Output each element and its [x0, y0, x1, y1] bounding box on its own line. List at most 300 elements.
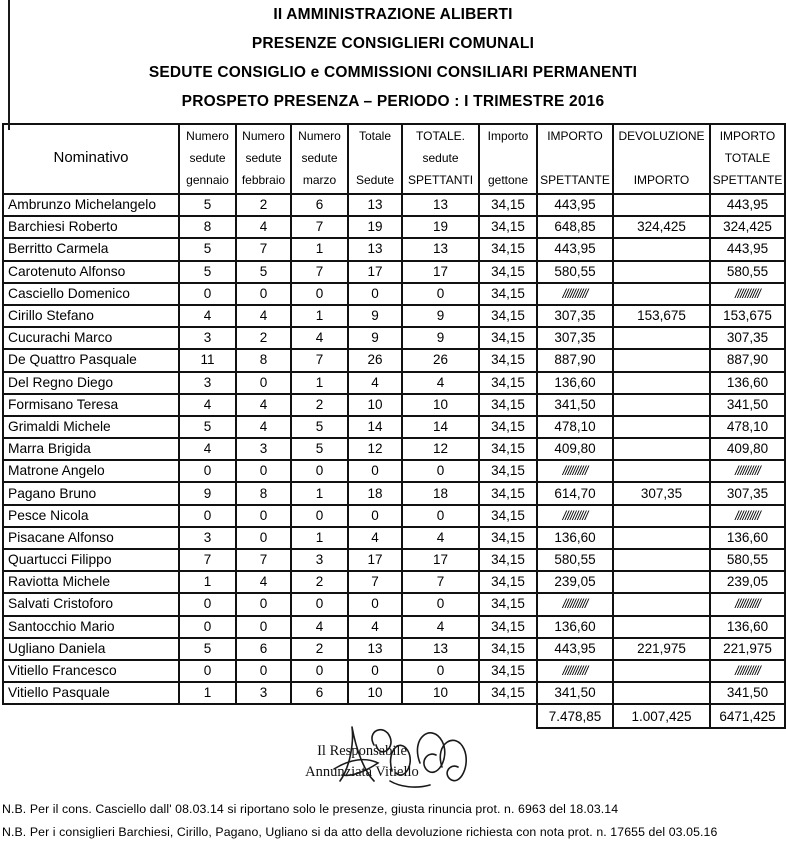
column-header-line: Nominativo: [53, 149, 129, 166]
cell-gennaio: 7: [179, 549, 236, 571]
footnote-casciello: N.B. Per il cons. Casciello dall' 08.03.14 si riportano solo le presenze, giusta rinuncia prot. n. 6963 del 18.03.14: [2, 802, 619, 817]
cell-gennaio: 1: [179, 571, 236, 593]
cell-imp-totale: 136,60: [710, 527, 785, 549]
cell-imp-totale: 239,05: [710, 571, 785, 593]
cell-name: Marra Brigida: [3, 438, 179, 460]
cell-febbraio: 8: [236, 349, 291, 371]
signature-name: Annunziata Vitiello: [305, 764, 419, 781]
cell-imp-spettante: 580,55: [537, 549, 613, 571]
cell-imp-totale: 409,80: [710, 438, 785, 460]
column-header-line: febbraio: [241, 173, 286, 187]
cell-imp-totale: 887,90: [710, 349, 785, 371]
table-row: [3, 460, 785, 482]
cell-gennaio: 0: [179, 460, 236, 482]
cell-imp-spettante: //////////: [537, 660, 613, 682]
document-header: [0, 0, 786, 110]
cell-marzo: 2: [291, 394, 348, 416]
cell-gettone: 34,15: [479, 327, 537, 349]
column-header-febbraio: [236, 124, 291, 194]
cell-imp-spettante: //////////: [537, 593, 613, 615]
table-body: [3, 194, 785, 704]
cell-tot-spettanti: 4: [402, 616, 479, 638]
cell-totale: 19: [348, 216, 402, 238]
cell-marzo: 1: [291, 238, 348, 260]
cell-tot-spettanti: 0: [402, 660, 479, 682]
cell-gennaio: 5: [179, 261, 236, 283]
cell-name: Quartucci Filippo: [3, 549, 179, 571]
cell-marzo: 5: [291, 438, 348, 460]
cell-name: Del Regno Diego: [3, 372, 179, 394]
page-edge-scan-line: [8, 0, 10, 130]
cell-gennaio: 3: [179, 372, 236, 394]
table-row: [3, 638, 785, 660]
cell-name: Cirillo Stefano: [3, 305, 179, 327]
cell-febbraio: 4: [236, 571, 291, 593]
cell-tot-spettanti: 0: [402, 593, 479, 615]
table-row: [3, 616, 785, 638]
cell-name: Santocchio Mario: [3, 616, 179, 638]
cell-gettone: 34,15: [479, 682, 537, 704]
cell-name: Casciello Domenico: [3, 283, 179, 305]
column-header-line: IMPORTO: [719, 129, 776, 143]
cell-marzo: 1: [291, 482, 348, 504]
cell-imp-spettante: 409,80: [537, 438, 613, 460]
column-header-line: Sedute: [355, 173, 395, 187]
cell-totale: 26: [348, 349, 402, 371]
cell-tot-spettanti: 14: [402, 416, 479, 438]
cell-imp-spettante: 136,60: [537, 527, 613, 549]
cell-totale: 13: [348, 638, 402, 660]
cell-name: Grimaldi Michele: [3, 416, 179, 438]
cell-febbraio: 0: [236, 616, 291, 638]
cell-gennaio: 1: [179, 682, 236, 704]
cell-marzo: 4: [291, 327, 348, 349]
cell-name: Vitiello Francesco: [3, 660, 179, 682]
cell-febbraio: 0: [236, 527, 291, 549]
cell-gettone: 34,15: [479, 482, 537, 504]
cell-imp-totale: 153,675: [710, 305, 785, 327]
column-header-imp-spettante: [537, 124, 613, 194]
cell-imp-totale: //////////: [710, 460, 785, 482]
cell-imp-spettante: 136,60: [537, 372, 613, 394]
cell-febbraio: 4: [236, 216, 291, 238]
cell-gennaio: 5: [179, 638, 236, 660]
cell-febbraio: 0: [236, 593, 291, 615]
column-header-imp-totale: [710, 124, 785, 194]
cell-totale: 4: [348, 372, 402, 394]
cell-febbraio: 0: [236, 460, 291, 482]
cell-gettone: 34,15: [479, 438, 537, 460]
column-header-line: Totale: [358, 129, 392, 143]
cell-devoluzione: [613, 194, 710, 216]
cell-gennaio: 4: [179, 438, 236, 460]
cell-gennaio: 0: [179, 616, 236, 638]
table-row: [3, 305, 785, 327]
cell-devoluzione: 221,975: [613, 638, 710, 660]
cell-febbraio: 4: [236, 394, 291, 416]
cell-name: Formisano Teresa: [3, 394, 179, 416]
cell-imp-spettante: //////////: [537, 460, 613, 482]
cell-tot-spettanti: 0: [402, 505, 479, 527]
cell-marzo: 7: [291, 261, 348, 283]
cell-gennaio: 5: [179, 238, 236, 260]
cell-devoluzione: [613, 549, 710, 571]
cell-totale: 12: [348, 438, 402, 460]
cell-totale: 18: [348, 482, 402, 504]
column-header-line: gettone: [487, 173, 529, 187]
cell-febbraio: 8: [236, 482, 291, 504]
cell-imp-spettante: 239,05: [537, 571, 613, 593]
cell-totale: 0: [348, 283, 402, 305]
cell-marzo: 4: [291, 616, 348, 638]
cell-devoluzione: [613, 505, 710, 527]
cell-tot-spettanti: 7: [402, 571, 479, 593]
cell-imp-spettante: //////////: [537, 505, 613, 527]
cell-marzo: 6: [291, 682, 348, 704]
cell-febbraio: 0: [236, 372, 291, 394]
cell-totale: 0: [348, 505, 402, 527]
cell-marzo: 0: [291, 283, 348, 305]
cell-gettone: 34,15: [479, 527, 537, 549]
column-header-gennaio: [179, 124, 236, 194]
cell-name: Matrone Angelo: [3, 460, 179, 482]
cell-name: Berritto Carmela: [3, 238, 179, 260]
column-header-line: TOTALE: [724, 151, 771, 165]
cell-totale: 17: [348, 261, 402, 283]
cell-imp-totale: 136,60: [710, 616, 785, 638]
cell-gennaio: 3: [179, 527, 236, 549]
cell-imp-totale: 580,55: [710, 261, 785, 283]
cell-totale: 9: [348, 327, 402, 349]
cell-totale: 17: [348, 549, 402, 571]
cell-gettone: 34,15: [479, 216, 537, 238]
cell-imp-spettante: 307,35: [537, 327, 613, 349]
cell-gennaio: 0: [179, 660, 236, 682]
cell-name: Cucurachi Marco: [3, 327, 179, 349]
cell-gettone: 34,15: [479, 194, 537, 216]
cell-marzo: 1: [291, 372, 348, 394]
cell-devoluzione: 307,35: [613, 482, 710, 504]
column-header-gettone: [479, 124, 537, 194]
cell-marzo: 0: [291, 460, 348, 482]
column-header-line: Numero: [242, 129, 285, 143]
cell-devoluzione: [613, 527, 710, 549]
cell-totale: 9: [348, 305, 402, 327]
cell-gennaio: 0: [179, 505, 236, 527]
cell-imp-spettante: 887,90: [537, 349, 613, 371]
table-row: [3, 216, 785, 238]
column-header-line: sedute: [245, 151, 282, 165]
cell-gettone: 34,15: [479, 261, 537, 283]
table-row: [3, 571, 785, 593]
cell-imp-totale: //////////: [710, 505, 785, 527]
cell-imp-spettante: 443,95: [537, 194, 613, 216]
cell-totale: 14: [348, 416, 402, 438]
cell-marzo: 0: [291, 660, 348, 682]
cell-marzo: 1: [291, 305, 348, 327]
column-header-line: TOTALE.: [416, 129, 465, 143]
column-header-devoluzione: [613, 124, 710, 194]
column-header-totale: [348, 124, 402, 194]
cell-devoluzione: [613, 394, 710, 416]
cell-febbraio: 3: [236, 682, 291, 704]
column-header-line: Numero: [298, 129, 341, 143]
table-row: [3, 327, 785, 349]
cell-totale: 7: [348, 571, 402, 593]
cell-gettone: 34,15: [479, 593, 537, 615]
cell-gettone: 34,15: [479, 660, 537, 682]
total-importo-totale: 6471,425: [710, 704, 785, 728]
cell-imp-totale: //////////: [710, 593, 785, 615]
cell-devoluzione: [613, 327, 710, 349]
table-row: [3, 682, 785, 704]
column-header-line: IMPORTO: [547, 129, 603, 143]
signature-role: Il Responsabile: [317, 743, 407, 760]
cell-gennaio: 0: [179, 283, 236, 305]
cell-imp-totale: 443,95: [710, 238, 785, 260]
cell-tot-spettanti: 4: [402, 527, 479, 549]
cell-imp-totale: 324,425: [710, 216, 785, 238]
cell-imp-totale: 478,10: [710, 416, 785, 438]
column-header-marzo: [291, 124, 348, 194]
table-row: [3, 372, 785, 394]
cell-tot-spettanti: 26: [402, 349, 479, 371]
column-header-line: IMPORTO: [633, 173, 690, 187]
cell-imp-totale: 580,55: [710, 549, 785, 571]
cell-name: Pagano Bruno: [3, 482, 179, 504]
column-header-line: sedute: [301, 151, 338, 165]
column-header-line: sedute: [422, 151, 459, 165]
title-sedute: SEDUTE CONSIGLIO e COMMISSIONI CONSILIARI PERMANENTI: [148, 64, 638, 81]
cell-marzo: 2: [291, 571, 348, 593]
column-header-tot-spettanti: [402, 124, 479, 194]
cell-imp-totale: //////////: [710, 660, 785, 682]
cell-imp-totale: //////////: [710, 283, 785, 305]
cell-tot-spettanti: 0: [402, 460, 479, 482]
cell-gettone: 34,15: [479, 616, 537, 638]
cell-totale: 0: [348, 593, 402, 615]
column-header-line: Importo: [487, 129, 529, 143]
cell-febbraio: 0: [236, 505, 291, 527]
cell-devoluzione: [613, 416, 710, 438]
table-row: [3, 349, 785, 371]
cell-gettone: 34,15: [479, 549, 537, 571]
cell-devoluzione: [613, 460, 710, 482]
cell-imp-totale: 341,50: [710, 682, 785, 704]
cell-imp-spettante: 341,50: [537, 682, 613, 704]
cell-name: De Quattro Pasquale: [3, 349, 179, 371]
cell-totale: 13: [348, 194, 402, 216]
cell-imp-totale: 307,35: [710, 482, 785, 504]
cell-totale: 4: [348, 527, 402, 549]
cell-gennaio: 5: [179, 194, 236, 216]
presence-table: [2, 123, 786, 729]
footnote-devoluzione: N.B. Per i consiglieri Barchiesi, Cirillo, Pagano, Ugliano si da atto della devoluzione richiesta con nota prot. n. 17655 del 03.05.16: [2, 825, 718, 840]
cell-devoluzione: [613, 438, 710, 460]
cell-devoluzione: [613, 616, 710, 638]
cell-marzo: 5: [291, 416, 348, 438]
title-presenze: PRESENZE CONSIGLIERI COMUNALI: [251, 35, 535, 52]
table-row: [3, 593, 785, 615]
cell-devoluzione: [613, 372, 710, 394]
cell-devoluzione: [613, 261, 710, 283]
column-header-line: SPETTANTE: [712, 173, 783, 187]
cell-devoluzione: [613, 660, 710, 682]
table-row: [3, 438, 785, 460]
cell-gennaio: 0: [179, 593, 236, 615]
cell-gennaio: 3: [179, 327, 236, 349]
cell-imp-totale: 221,975: [710, 638, 785, 660]
cell-imp-spettante: 307,35: [537, 305, 613, 327]
cell-gettone: 34,15: [479, 238, 537, 260]
cell-imp-spettante: 580,55: [537, 261, 613, 283]
cell-imp-totale: 136,60: [710, 372, 785, 394]
cell-name: Pisacane Alfonso: [3, 527, 179, 549]
cell-name: Barchiesi Roberto: [3, 216, 179, 238]
cell-tot-spettanti: 10: [402, 394, 479, 416]
table-row: [3, 238, 785, 260]
cell-totale: 0: [348, 460, 402, 482]
title-administration: II AMMINISTRAZIONE ALIBERTI: [273, 6, 513, 23]
cell-febbraio: 7: [236, 238, 291, 260]
cell-name: Raviotta Michele: [3, 571, 179, 593]
column-header-name: [3, 124, 179, 194]
cell-febbraio: 4: [236, 305, 291, 327]
cell-gennaio: 8: [179, 216, 236, 238]
cell-imp-totale: 307,35: [710, 327, 785, 349]
column-header-line: SPETTANTI: [407, 173, 474, 187]
cell-gettone: 34,15: [479, 571, 537, 593]
cell-tot-spettanti: 13: [402, 194, 479, 216]
cell-gennaio: 9: [179, 482, 236, 504]
cell-marzo: 1: [291, 527, 348, 549]
cell-gettone: 34,15: [479, 460, 537, 482]
column-header-line: SPETTANTE: [540, 173, 610, 187]
cell-tot-spettanti: 19: [402, 216, 479, 238]
cell-tot-spettanti: 17: [402, 261, 479, 283]
cell-name: Ambrunzo Michelangelo: [3, 194, 179, 216]
cell-marzo: 7: [291, 349, 348, 371]
column-header-line: gennaio: [186, 173, 229, 187]
cell-imp-spettante: 478,10: [537, 416, 613, 438]
cell-febbraio: 5: [236, 261, 291, 283]
cell-devoluzione: [613, 682, 710, 704]
cell-marzo: 7: [291, 216, 348, 238]
cell-tot-spettanti: 13: [402, 238, 479, 260]
cell-gennaio: 5: [179, 416, 236, 438]
cell-imp-spettante: 136,60: [537, 616, 613, 638]
table-row: [3, 416, 785, 438]
cell-tot-spettanti: 4: [402, 372, 479, 394]
cell-marzo: 6: [291, 194, 348, 216]
cell-febbraio: 2: [236, 327, 291, 349]
cell-imp-spettante: 443,95: [537, 238, 613, 260]
cell-gettone: 34,15: [479, 283, 537, 305]
cell-marzo: 0: [291, 505, 348, 527]
column-header-line: Numero: [186, 129, 229, 143]
cell-imp-totale: 443,95: [710, 194, 785, 216]
cell-devoluzione: 153,675: [613, 305, 710, 327]
cell-marzo: 2: [291, 638, 348, 660]
title-periodo: PROSPETO PRESENZA – PERIODO : I TRIMESTRE 2016: [181, 93, 605, 110]
total-importo-spettante: 7.478,85: [537, 704, 613, 728]
cell-imp-spettante: 341,50: [537, 394, 613, 416]
cell-imp-totale: 341,50: [710, 394, 785, 416]
cell-devoluzione: [613, 283, 710, 305]
signature-scribble: [330, 723, 470, 795]
footnotes: [2, 803, 786, 839]
cell-febbraio: 0: [236, 660, 291, 682]
cell-gennaio: 4: [179, 394, 236, 416]
cell-febbraio: 2: [236, 194, 291, 216]
cell-tot-spettanti: 9: [402, 327, 479, 349]
cell-marzo: 3: [291, 549, 348, 571]
cell-febbraio: 4: [236, 416, 291, 438]
cell-devoluzione: [613, 593, 710, 615]
cell-tot-spettanti: 12: [402, 438, 479, 460]
cell-name: Vitiello Pasquale: [3, 682, 179, 704]
cell-imp-spettante: 614,70: [537, 482, 613, 504]
cell-devoluzione: [613, 349, 710, 371]
cell-gennaio: 4: [179, 305, 236, 327]
table-row: [3, 527, 785, 549]
cell-tot-spettanti: 9: [402, 305, 479, 327]
table-row: [3, 505, 785, 527]
cell-gettone: 34,15: [479, 372, 537, 394]
total-devoluzione: 1.007,425: [613, 704, 710, 728]
column-header-line: DEVOLUZIONE: [618, 129, 705, 143]
column-header-line: sedute: [189, 151, 226, 165]
cell-febbraio: 6: [236, 638, 291, 660]
table-row: [3, 549, 785, 571]
cell-gettone: 34,15: [479, 416, 537, 438]
cell-gettone: 34,15: [479, 305, 537, 327]
column-header-line: marzo: [302, 173, 337, 187]
cell-febbraio: 3: [236, 438, 291, 460]
cell-tot-spettanti: 17: [402, 549, 479, 571]
cell-tot-spettanti: 13: [402, 638, 479, 660]
cell-gettone: 34,15: [479, 505, 537, 527]
cell-imp-spettante: 443,95: [537, 638, 613, 660]
cell-devoluzione: 324,425: [613, 216, 710, 238]
signature-area: [0, 729, 786, 799]
cell-totale: 4: [348, 616, 402, 638]
cell-totale: 10: [348, 682, 402, 704]
cell-gettone: 34,15: [479, 394, 537, 416]
cell-marzo: 0: [291, 593, 348, 615]
cell-totale: 13: [348, 238, 402, 260]
cell-tot-spettanti: 0: [402, 283, 479, 305]
table-header-row: [3, 124, 785, 194]
cell-febbraio: 7: [236, 549, 291, 571]
table-row: [3, 194, 785, 216]
cell-gennaio: 11: [179, 349, 236, 371]
cell-febbraio: 0: [236, 283, 291, 305]
cell-devoluzione: [613, 238, 710, 260]
cell-name: Salvati Cristoforo: [3, 593, 179, 615]
cell-totale: 0: [348, 660, 402, 682]
table-row: [3, 660, 785, 682]
table-row: [3, 394, 785, 416]
cell-tot-spettanti: 18: [402, 482, 479, 504]
table-row: [3, 283, 785, 305]
cell-gettone: 34,15: [479, 638, 537, 660]
cell-devoluzione: [613, 571, 710, 593]
cell-imp-spettante: //////////: [537, 283, 613, 305]
cell-name: Pesce Nicola: [3, 505, 179, 527]
cell-gettone: 34,15: [479, 349, 537, 371]
cell-tot-spettanti: 10: [402, 682, 479, 704]
